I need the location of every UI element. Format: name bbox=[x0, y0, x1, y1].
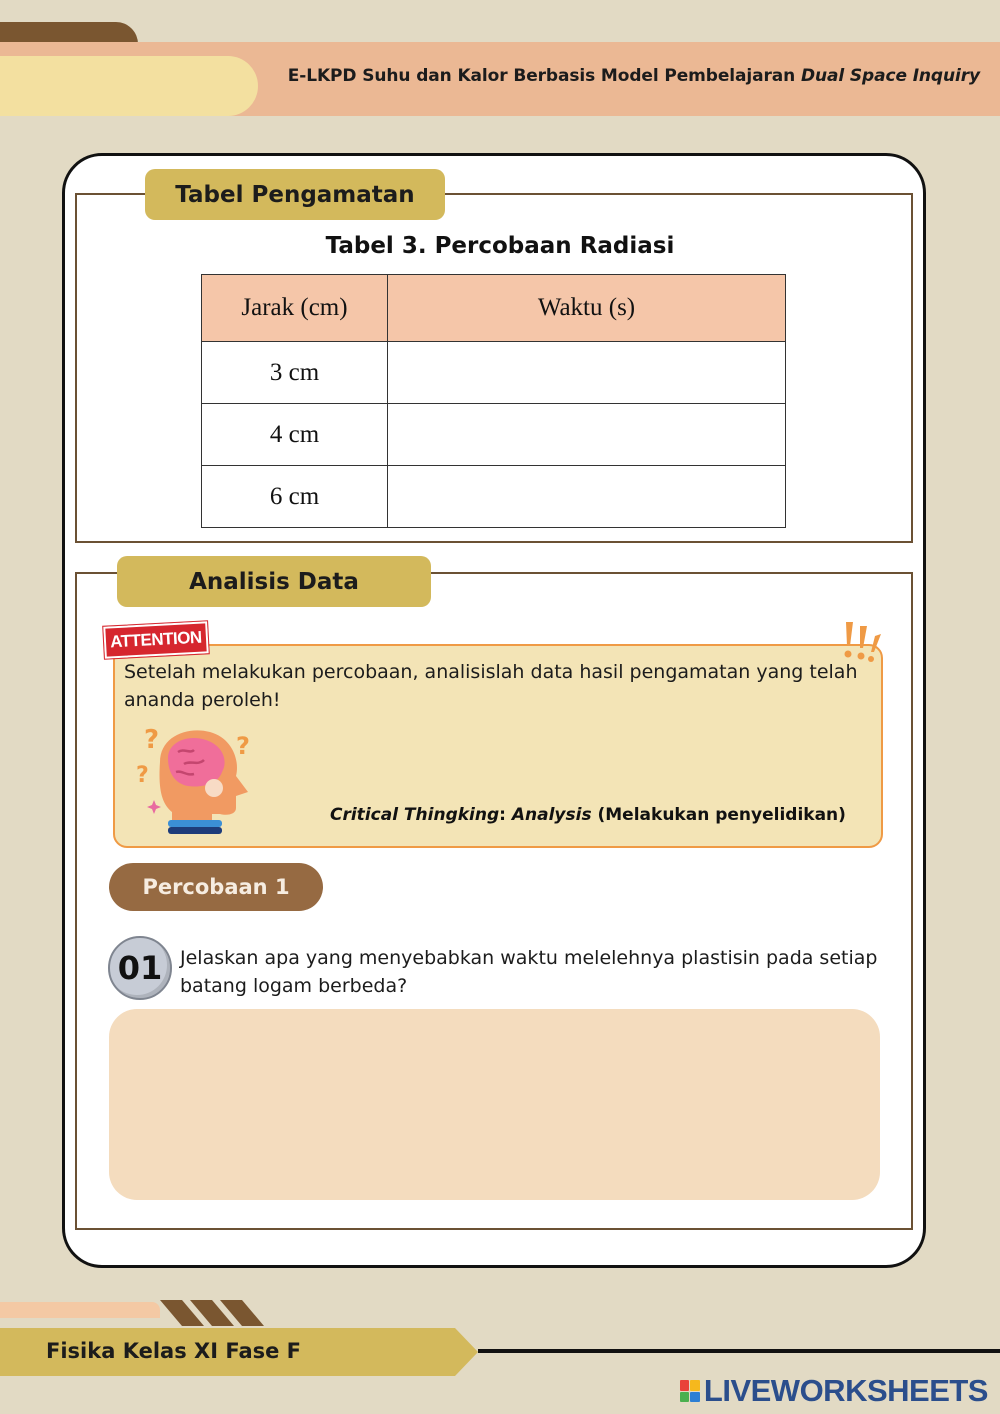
column-header-time: Waktu (s) bbox=[388, 275, 786, 342]
distance-cell: 3 cm bbox=[202, 342, 388, 404]
question-text: Jelaskan apa yang menyebabkan waktu melelehnya plastisin pada setiap batang logam berbeda? bbox=[180, 947, 878, 997]
critical-thinking-label bbox=[330, 805, 846, 825]
svg-text:?: ? bbox=[236, 732, 250, 760]
liveworksheets-icon bbox=[680, 1380, 700, 1402]
attention-badge: ATTENTION bbox=[103, 621, 209, 658]
answer-input[interactable] bbox=[109, 1009, 880, 1200]
footer-label: Fisika Kelas XI Fase F bbox=[46, 1339, 302, 1363]
liveworksheets-logo[interactable] bbox=[680, 1373, 988, 1409]
ct-rest: (Melakukan penyelidikan) bbox=[591, 805, 846, 825]
question-number-badge: 01 bbox=[108, 936, 172, 1000]
experiment-label: Percobaan 1 bbox=[109, 863, 323, 911]
header-title-plain: E-LKPD Suhu dan Kalor Berbasis Model Pembelajaran bbox=[287, 66, 801, 86]
header-title bbox=[288, 66, 980, 86]
time-input-cell[interactable] bbox=[388, 404, 786, 466]
svg-text:?: ? bbox=[144, 725, 160, 755]
table-caption: Tabel 3. Percobaan Radiasi bbox=[325, 233, 675, 259]
table-row bbox=[202, 404, 786, 466]
column-header-distance: Jarak (cm) bbox=[202, 275, 388, 342]
attention-text: Setelah melakukan percobaan, analisislah data hasil pengamatan yang telah ananda peroleh! bbox=[124, 661, 858, 711]
footer-stripes bbox=[160, 1300, 270, 1330]
observation-section-label: Tabel Pengamatan bbox=[145, 169, 445, 220]
observation-table bbox=[201, 274, 786, 528]
liveworksheets-brand: LIVEWORKSHEETS bbox=[703, 1373, 988, 1408]
ct-separator: : bbox=[499, 805, 512, 825]
thinking-head-icon bbox=[132, 720, 256, 838]
table-header-row bbox=[202, 275, 786, 342]
header-title-italic: Dual Space Inquiry bbox=[800, 66, 980, 86]
analysis-section-label: Analisis Data bbox=[117, 556, 431, 607]
svg-text:?: ? bbox=[136, 763, 149, 788]
footer-accent-peach bbox=[0, 1302, 160, 1318]
header-accent-yellow bbox=[0, 56, 258, 116]
time-input-cell[interactable] bbox=[388, 466, 786, 528]
time-input-cell[interactable] bbox=[388, 342, 786, 404]
distance-cell: 4 cm bbox=[202, 404, 388, 466]
ct-italic-2: Analysis bbox=[511, 805, 592, 825]
table-row bbox=[202, 342, 786, 404]
table-row bbox=[202, 466, 786, 528]
distance-cell: 6 cm bbox=[202, 466, 388, 528]
ct-italic-1: Critical Thingking bbox=[330, 805, 500, 825]
footer-line bbox=[478, 1349, 1000, 1353]
